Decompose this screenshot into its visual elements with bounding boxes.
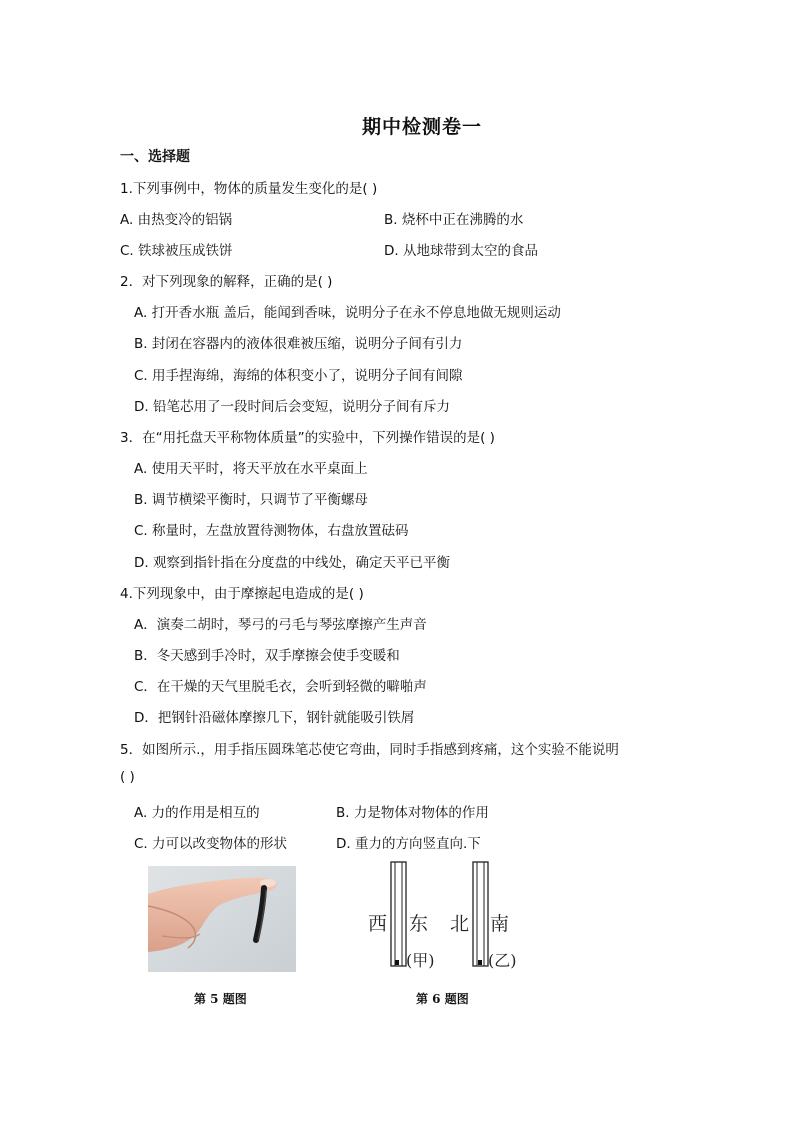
question-1-stem: 1.下列事例中，物体的质量发生变化的是( ) bbox=[120, 181, 378, 197]
question-5-option-d: D. 重力的方向竖直向.下 bbox=[336, 836, 481, 852]
question-3-option-b: B. 调节横梁平衡时，只调节了平衡螺母 bbox=[134, 492, 368, 508]
figure-5-caption: 第 5 题图 bbox=[194, 992, 247, 1006]
figure-6-caption: 第 6 题图 bbox=[416, 992, 469, 1006]
question-1-option-d: D. 从地球带到太空的食品 bbox=[384, 243, 538, 259]
question-2-option-c: C. 用手捏海绵，海绵的体积变小了，说明分子间有间隙 bbox=[134, 368, 463, 384]
question-5-option-b: B. 力是物体对物体的作用 bbox=[336, 805, 489, 821]
question-5-stem: 5．如图所示.，用手指压圆珠笔芯使它弯曲，同时手指感到疼痛，这个实验不能说明 bbox=[120, 742, 619, 758]
question-5-stem-bracket: ( ) bbox=[120, 769, 135, 785]
page-title: 期中检测卷一 bbox=[361, 116, 482, 138]
question-4-option-d: D．把钢针沿磁体摩擦几下，钢针就能吸引铁屑 bbox=[134, 710, 415, 726]
question-4-option-a: A．演奏二胡时，琴弓的弓毛与琴弦摩擦产生声音 bbox=[134, 617, 427, 633]
question-5-option-c: C. 力可以改变物体的形状 bbox=[134, 836, 288, 852]
question-2-option-b: B. 封闭在容器内的液体很难被压缩，说明分子间有引力 bbox=[134, 336, 463, 352]
question-1-option-a: A. 由热变冷的铝锅 bbox=[120, 212, 233, 228]
label-jia: (甲) bbox=[406, 951, 435, 970]
question-4-option-b: B．冬天感到手冷时，双手摩擦会使手变暖和 bbox=[134, 648, 400, 664]
tube-yi-ball-icon bbox=[478, 960, 482, 965]
question-1-option-b: B. 烧杯中正在沸腾的水 bbox=[384, 212, 524, 228]
question-4-option-c: C．在干燥的天气里脱毛衣，会听到轻微的噼啪声 bbox=[134, 679, 427, 695]
question-2-stem: 2．对下列现象的解释，正确的是( ) bbox=[120, 274, 333, 290]
question-5-option-a: A. 力的作用是相互的 bbox=[134, 805, 260, 821]
question-3-option-d: D. 观察到指针指在分度盘的中线处，确定天平已平衡 bbox=[134, 555, 450, 571]
question-1-option-c: C. 铁球被压成铁饼 bbox=[120, 243, 233, 259]
label-south: 南 bbox=[490, 913, 510, 935]
section-heading: 一、选择题 bbox=[120, 149, 190, 165]
label-north: 北 bbox=[450, 913, 470, 935]
label-east: 东 bbox=[409, 913, 429, 935]
question-3-option-a: A. 使用天平时，将天平放在水平桌面上 bbox=[134, 461, 368, 477]
question-4-stem: 4.下列现象中，由于摩擦起电造成的是( ) bbox=[120, 586, 364, 602]
question-2-option-d: D. 铅笔芯用了一段时间后会变短，说明分子间有斥力 bbox=[134, 399, 450, 415]
label-west: 西 bbox=[368, 913, 388, 935]
figure-6-tube-diagram bbox=[366, 860, 526, 972]
tube-jia-ball-icon bbox=[395, 960, 399, 965]
figure-5-hand-photo bbox=[148, 866, 296, 972]
label-yi: (乙) bbox=[488, 951, 517, 970]
question-3-option-c: C. 称量时，左盘放置待测物体，右盘放置砝码 bbox=[134, 523, 409, 539]
question-3-stem: 3．在“用托盘天平称物体质量”的实验中，下列操作错误的是( ) bbox=[120, 430, 495, 446]
question-2-option-a: A. 打开香水瓶 盖后，能闻到香味，说明分子在永不停息地做无规则运动 bbox=[134, 305, 561, 321]
